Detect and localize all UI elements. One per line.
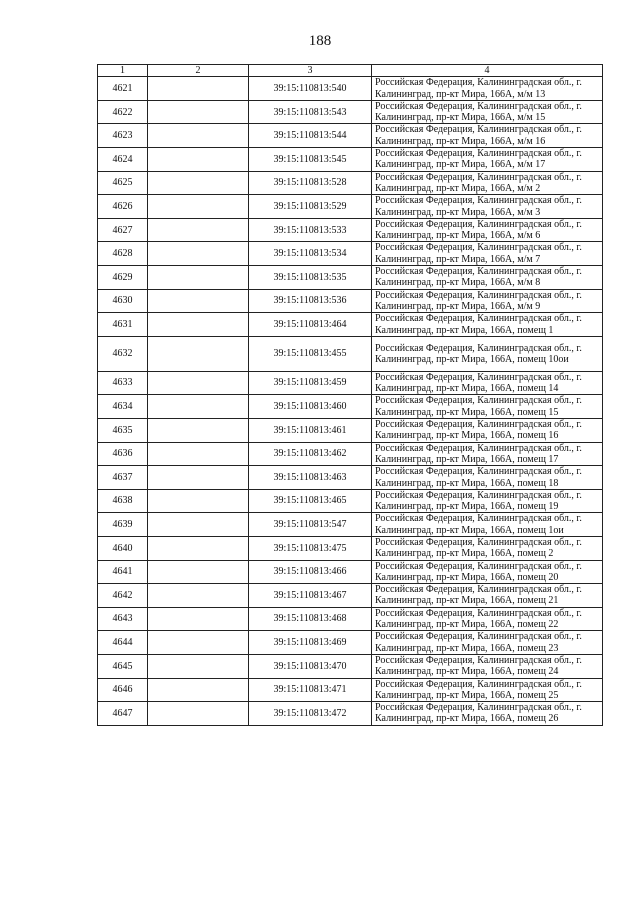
- table-row: [98, 77, 603, 101]
- empty-cell: [148, 466, 249, 490]
- empty-cell: [148, 124, 249, 148]
- empty-cell: [148, 607, 249, 631]
- address-cell: Российская Федерация, Калининградская обл., г. Калининград, пр-кт Мира, 166А, помещ 22: [372, 607, 603, 631]
- row-number-cell: 4643: [98, 607, 148, 631]
- cadastral-number-cell: 39:15:110813:540: [249, 77, 372, 101]
- row-number-cell: 4645: [98, 654, 148, 678]
- address-cell: Российская Федерация, Калининградская обл., г. Калининград, пр-кт Мира, 166А, м/м 16: [372, 124, 603, 148]
- address-cell: Российская Федерация, Калининградская обл., г. Калининград, пр-кт Мира, 166А, м/м 7: [372, 242, 603, 266]
- address-cell: Российская Федерация, Калининградская обл., г. Калининград, пр-кт Мира, 166А, м/м 3: [372, 195, 603, 219]
- address-cell: Российская Федерация, Калининградская обл., г. Калининград, пр-кт Мира, 166А, помещ 20: [372, 560, 603, 584]
- row-number-cell: 4644: [98, 631, 148, 655]
- address-cell: Российская Федерация, Калининградская обл., г. Калининград, пр-кт Мира, 166А, помещ 19: [372, 489, 603, 513]
- address-cell: Российская Федерация, Калининградская обл., г. Калининград, пр-кт Мира, 166А, помещ 23: [372, 631, 603, 655]
- address-cell: Российская Федерация, Калининградская обл., г. Калининград, пр-кт Мира, 166А, помещ 2: [372, 536, 603, 560]
- table-row: [98, 466, 603, 490]
- empty-cell: [148, 77, 249, 101]
- address-cell: Российская Федерация, Калининградская обл., г. Калининград, пр-кт Мира, 166А, помещ 18: [372, 466, 603, 490]
- cadastral-number-cell: 39:15:110813:460: [249, 395, 372, 419]
- row-number-cell: 4626: [98, 195, 148, 219]
- empty-cell: [148, 513, 249, 537]
- table-row: [98, 100, 603, 124]
- row-number-cell: 4622: [98, 100, 148, 124]
- table-row: [98, 313, 603, 337]
- row-number-cell: 4632: [98, 336, 148, 371]
- empty-cell: [148, 195, 249, 219]
- cadastral-number-cell: 39:15:110813:469: [249, 631, 372, 655]
- row-number-cell: 4635: [98, 419, 148, 443]
- address-cell: Российская Федерация, Калининградская обл., г. Калининград, пр-кт Мира, 166А, помещ 17: [372, 442, 603, 466]
- table-row: [98, 631, 603, 655]
- address-cell: Российская Федерация, Калининградская обл., г. Калининград, пр-кт Мира, 166А, м/м 8: [372, 266, 603, 290]
- address-cell: Российская Федерация, Калининградская обл., г. Калининград, пр-кт Мира, 166А, м/м 9: [372, 289, 603, 313]
- column-header: 3: [249, 65, 372, 77]
- cadastral-number-cell: 39:15:110813:528: [249, 171, 372, 195]
- cadastral-number-cell: 39:15:110813:463: [249, 466, 372, 490]
- address-cell: Российская Федерация, Калининградская обл., г. Калининград, пр-кт Мира, 166А, м/м 13: [372, 77, 603, 101]
- empty-cell: [148, 171, 249, 195]
- empty-cell: [148, 702, 249, 726]
- row-number-cell: 4646: [98, 678, 148, 702]
- column-header: 1: [98, 65, 148, 77]
- table-row: [98, 702, 603, 726]
- cadastral-number-cell: 39:15:110813:465: [249, 489, 372, 513]
- cadastral-number-cell: 39:15:110813:464: [249, 313, 372, 337]
- cadastral-number-cell: 39:15:110813:466: [249, 560, 372, 584]
- cadastral-number-cell: 39:15:110813:529: [249, 195, 372, 219]
- address-cell: Российская Федерация, Калининградская обл., г. Калининград, пр-кт Мира, 166А, м/м 15: [372, 100, 603, 124]
- empty-cell: [148, 289, 249, 313]
- row-number-cell: 4627: [98, 218, 148, 242]
- empty-cell: [148, 678, 249, 702]
- row-number-cell: 4621: [98, 77, 148, 101]
- cadastral-number-cell: 39:15:110813:547: [249, 513, 372, 537]
- address-cell: Российская Федерация, Калининградская обл., г. Калининград, пр-кт Мира, 166А, помещ 25: [372, 678, 603, 702]
- table-row: [98, 560, 603, 584]
- table-row: [98, 489, 603, 513]
- row-number-cell: 4629: [98, 266, 148, 290]
- cadastral-number-cell: 39:15:110813:543: [249, 100, 372, 124]
- empty-cell: [148, 336, 249, 371]
- column-header: 4: [372, 65, 603, 77]
- row-number-cell: 4633: [98, 371, 148, 395]
- table-row: [98, 336, 603, 371]
- empty-cell: [148, 218, 249, 242]
- row-number-cell: 4647: [98, 702, 148, 726]
- table-row: [98, 607, 603, 631]
- table-row: [98, 218, 603, 242]
- address-cell: Российская Федерация, Калининградская обл., г. Калининград, пр-кт Мира, 166А, помещ 14: [372, 371, 603, 395]
- table-row: [98, 419, 603, 443]
- cadastral-number-cell: 39:15:110813:455: [249, 336, 372, 371]
- table-row: [98, 395, 603, 419]
- cadastral-number-cell: 39:15:110813:471: [249, 678, 372, 702]
- cadastral-number-cell: 39:15:110813:544: [249, 124, 372, 148]
- table-row: [98, 195, 603, 219]
- row-number-cell: 4641: [98, 560, 148, 584]
- table-row: [98, 536, 603, 560]
- page-number: 188: [308, 33, 332, 49]
- row-number-cell: 4628: [98, 242, 148, 266]
- cadastral-number-cell: 39:15:110813:468: [249, 607, 372, 631]
- address-cell: Российская Федерация, Калининградская обл., г. Калининград, пр-кт Мира, 166А, помещ 21: [372, 584, 603, 608]
- address-cell: Российская Федерация, Калининградская обл., г. Калининград, пр-кт Мира, 166А, м/м 2: [372, 171, 603, 195]
- address-cell: Российская Федерация, Калининградская обл., г. Калининград, пр-кт Мира, 166А, м/м 17: [372, 148, 603, 172]
- row-number-cell: 4631: [98, 313, 148, 337]
- empty-cell: [148, 654, 249, 678]
- address-cell: Российская Федерация, Калининградская обл., г. Калининград, пр-кт Мира, 166А, помещ 16: [372, 419, 603, 443]
- empty-cell: [148, 313, 249, 337]
- row-number-cell: 4624: [98, 148, 148, 172]
- cadastral-number-cell: 39:15:110813:467: [249, 584, 372, 608]
- row-number-cell: 4640: [98, 536, 148, 560]
- cadastral-number-cell: 39:15:110813:545: [249, 148, 372, 172]
- empty-cell: [148, 148, 249, 172]
- empty-cell: [148, 395, 249, 419]
- empty-cell: [148, 442, 249, 466]
- row-number-cell: 4642: [98, 584, 148, 608]
- table-row: [98, 289, 603, 313]
- empty-cell: [148, 419, 249, 443]
- cadastral-number-cell: 39:15:110813:536: [249, 289, 372, 313]
- table-row: [98, 124, 603, 148]
- cadastral-number-cell: 39:15:110813:533: [249, 218, 372, 242]
- row-number-cell: 4637: [98, 466, 148, 490]
- row-number-cell: 4630: [98, 289, 148, 313]
- address-cell: Российская Федерация, Калининградская обл., г. Калининград, пр-кт Мира, 166А, помещ 15: [372, 395, 603, 419]
- empty-cell: [148, 100, 249, 124]
- table-row: [98, 171, 603, 195]
- cadastral-number-cell: 39:15:110813:475: [249, 536, 372, 560]
- empty-cell: [148, 560, 249, 584]
- address-cell: Российская Федерация, Калининградская обл., г. Калининград, пр-кт Мира, 166А, помещ 24: [372, 654, 603, 678]
- empty-cell: [148, 371, 249, 395]
- table-row: [98, 148, 603, 172]
- row-number-cell: 4625: [98, 171, 148, 195]
- table-row: [98, 513, 603, 537]
- cadastral-number-cell: 39:15:110813:535: [249, 266, 372, 290]
- row-number-cell: 4634: [98, 395, 148, 419]
- table-row: [98, 266, 603, 290]
- row-number-cell: 4638: [98, 489, 148, 513]
- table-row: [98, 654, 603, 678]
- empty-cell: [148, 631, 249, 655]
- address-cell: Российская Федерация, Калининградская обл., г. Калининград, пр-кт Мира, 166А, помещ 1: [372, 313, 603, 337]
- empty-cell: [148, 266, 249, 290]
- cadastral-number-cell: 39:15:110813:462: [249, 442, 372, 466]
- column-header: 2: [148, 65, 249, 77]
- cadastral-number-cell: 39:15:110813:472: [249, 702, 372, 726]
- empty-cell: [148, 242, 249, 266]
- address-cell: Российская Федерация, Калининградская обл., г. Калининград, пр-кт Мира, 166А, помещ 1ои: [372, 513, 603, 537]
- table-row: [98, 584, 603, 608]
- empty-cell: [148, 489, 249, 513]
- row-number-cell: 4639: [98, 513, 148, 537]
- cadastral-number-cell: 39:15:110813:470: [249, 654, 372, 678]
- table-row: [98, 678, 603, 702]
- address-cell: Российская Федерация, Калининградская обл., г. Калининград, пр-кт Мира, 166А, помещ 10ои: [372, 336, 603, 371]
- row-number-cell: 4636: [98, 442, 148, 466]
- row-number-cell: 4623: [98, 124, 148, 148]
- table-header-row: [98, 65, 603, 77]
- empty-cell: [148, 536, 249, 560]
- table-row: [98, 442, 603, 466]
- cadastral-number-cell: 39:15:110813:534: [249, 242, 372, 266]
- cadastral-number-cell: 39:15:110813:459: [249, 371, 372, 395]
- empty-cell: [148, 584, 249, 608]
- table-row: [98, 371, 603, 395]
- table-row: [98, 242, 603, 266]
- registry-table: [97, 64, 603, 726]
- address-cell: Российская Федерация, Калининградская обл., г. Калининград, пр-кт Мира, 166А, помещ 26: [372, 702, 603, 726]
- address-cell: Российская Федерация, Калининградская обл., г. Калининград, пр-кт Мира, 166А, м/м 6: [372, 218, 603, 242]
- cadastral-number-cell: 39:15:110813:461: [249, 419, 372, 443]
